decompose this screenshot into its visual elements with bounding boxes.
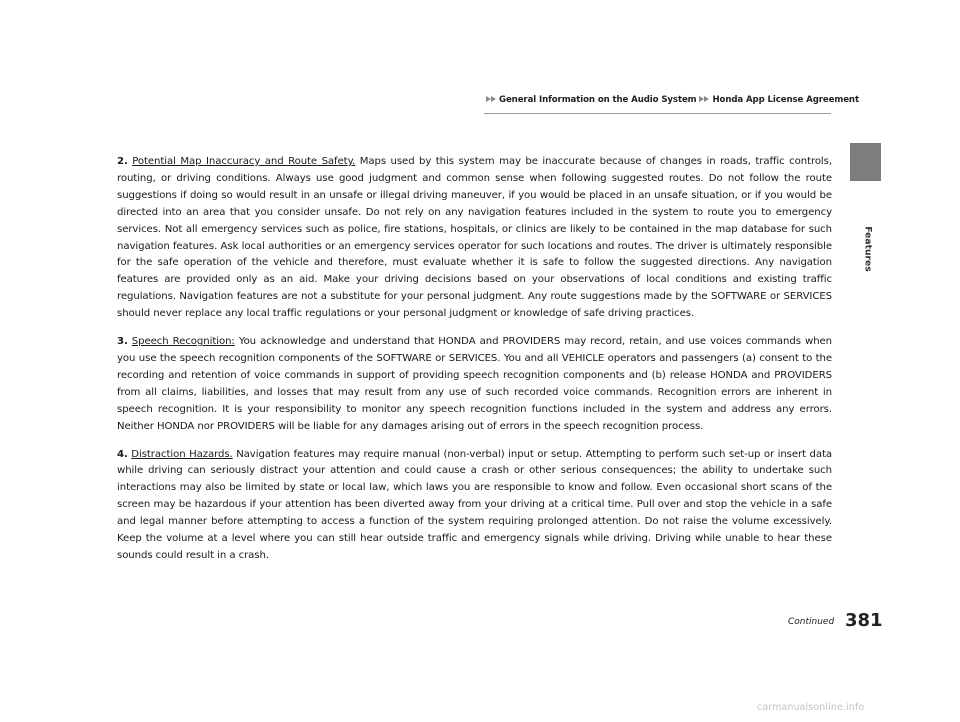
double-arrow-icon — [486, 95, 498, 105]
paragraph-body: You acknowledge and understand that HONDA and PROVIDERS may record, retain, and use voices commands when you use the speech recognition components of the SOFTWARE or SERVICES. You and all VEHICLE operators and passengers (a) consent to the recording and retention of voice commands in support of providing speech recognition components and (b) release HONDA and PROVIDERS from all claims, liabilities, and losses that may result from any use of such recorded voice commands. Recognition errors are inherent in speech recognition. It is your responsibility to monitor any speech recognition functions included in the system and address any errors. Neither HONDA nor PROVIDERS will be liable for any damages arising out of errors in the speech recognition process. — [117, 336, 833, 432]
paragraph-speech-recognition — [117, 334, 832, 435]
continued-label: Continued — [788, 617, 835, 627]
section-tab-marker — [850, 143, 881, 181]
paragraph-heading: Speech Recognition: — [131, 336, 235, 348]
paragraph-heading: Distraction Hazards. — [131, 448, 233, 460]
paragraph-heading: Potential Map Inaccuracy and Route Safety. — [132, 156, 356, 167]
page-number: 381 — [845, 610, 883, 631]
section-side-label: Features — [862, 226, 874, 272]
watermark: carmanualsonline.info — [757, 702, 865, 713]
header-divider — [484, 113, 831, 114]
license-text — [117, 154, 832, 576]
paragraph-body: Navigation features may require manual (non-verbal) input or setup. Attempting to perform such set-up or insert data while driving can seriously distract your attention and could cause a crash or other serious consequences; the ability to undertake such interactions may also be limited by state or local law, which laws you are responsible to know and follow. Even occasional short scans of the screen may be hazardous if your attention has been diverted away from your driving at a critical time. Pull over and stop the vehicle in a safe and legal manner before attempting to access a function of the system requiring prolonged attention. Do not raise the volume excessively. Keep the volume at a level where you can still hear outside traffic and emergency signals while driving. Driving while unable to hear these sounds could result in a crash. — [117, 448, 832, 561]
breadcrumb — [486, 95, 859, 105]
double-arrow-icon — [699, 95, 711, 105]
breadcrumb-item-audio-system[interactable]: General Information on the Audio System — [499, 95, 697, 105]
paragraph-map-inaccuracy — [117, 154, 832, 323]
paragraph-number: 2. — [117, 156, 128, 167]
paragraph-number: 3. — [117, 336, 128, 348]
paragraph-distraction-hazards — [117, 447, 832, 565]
breadcrumb-item-license-agreement[interactable]: Honda App License Agreement — [712, 95, 859, 105]
paragraph-body: Maps used by this system may be inaccurate because of changes in roads, traffic controls, routing, or driving conditions. Always use good judgment and common sense when following suggested routes. Do not follow the route suggestions if doing so would result in an unsafe or illegal driving maneuver, if you would be placed in an unsafe situation, or if you would be directed into an area that you consider unsafe. Do not rely on any navigation features included in the system to route you to emergency services. Not all emergency services such as police, fire stations, hospitals, or clinics are likely to be contained in the map database for such navigation features. Ask local authorities or an emergency services operator for such locations and routes. The driver is ultimately responsible for the safe operation of the vehicle and therefore, must evaluate whether it is safe to follow the suggested directions. Any navigation features are provided only as an aid. Make your driving decisions based on your observations of local conditions and existing traffic regulations. Navigation features are not a substitute for your personal judgment. Any route suggestions made by the SOFTWARE or SERVICES should never replace any local traffic regulations or your personal judgment or knowledge of safe driving practices. — [117, 156, 832, 320]
paragraph-number: 4. — [117, 448, 128, 460]
